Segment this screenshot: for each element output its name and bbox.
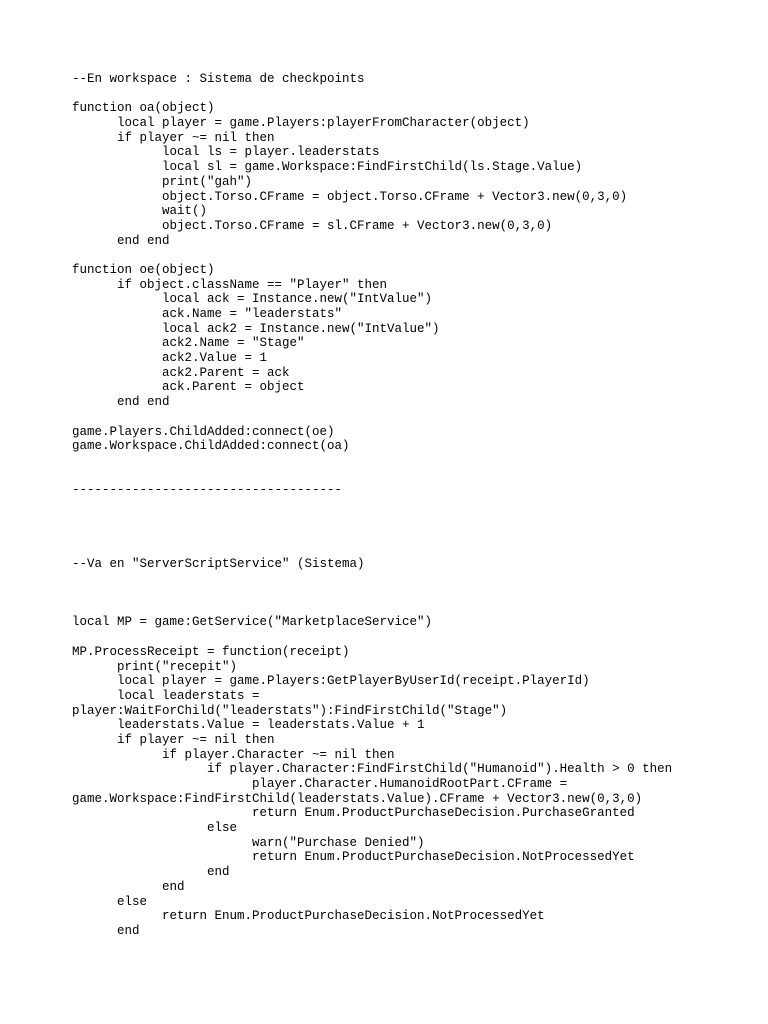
code-line: if player.Character ~= nil then: [72, 747, 395, 762]
code-line: end end: [72, 395, 170, 410]
code-line: print("recepit"): [72, 659, 238, 674]
code-line: wait(): [72, 204, 208, 219]
code-line: ack2.Name = "Stage": [72, 336, 305, 351]
code-line: [72, 498, 752, 513]
code-line: else: [72, 821, 238, 836]
code-line: player.Character.HumanoidRootPart.CFrame =: [72, 777, 568, 791]
code-line: local ack = Instance.new("IntValue"): [72, 292, 433, 307]
code-line: --En workspace : Sistema de checkpoints: [72, 72, 365, 86]
code-line: warn("Purchase Denied"): [72, 835, 425, 850]
code-line: return Enum.ProductPurchaseDecision.PurchaseGranted: [72, 806, 635, 821]
code-line: local player = game.Players:playerFromCharacter(object): [72, 116, 530, 131]
code-line: local ack2 = Instance.new("IntValue"): [72, 321, 440, 336]
code-line: if player.Character:FindFirstChild("Humanoid").Health > 0 then: [72, 762, 673, 777]
code-line: local sl = game.Workspace:FindFirstChild(ls.Stage.Value): [72, 160, 583, 175]
code-line: function oa(object): [72, 101, 215, 116]
code-line: return Enum.ProductPurchaseDecision.NotProcessedYet: [72, 909, 545, 924]
code-line: MP.ProcessReceipt = function(receipt): [72, 644, 350, 659]
code-line: end end: [72, 233, 170, 248]
code-line: ack2.Value = 1: [72, 351, 268, 366]
code-line: [72, 248, 752, 263]
code-line: [72, 513, 752, 528]
code-line: [72, 87, 752, 102]
code-line: ack.Name = "leaderstats": [72, 307, 343, 321]
code-line: local player = game.Players:GetPlayerByUserId(receipt.PlayerId): [72, 674, 590, 689]
code-line: game.Workspace:FindFirstChild(leaderstats.Value).CFrame + Vector3.new(0,3,0): [72, 791, 643, 806]
code-line: game.Players.ChildAdded:connect(oe): [72, 424, 335, 439]
code-line: [72, 527, 752, 542]
code-line: [72, 469, 752, 484]
code-line: ack.Parent = object: [72, 380, 305, 395]
code-line: if object.className == "Player" then: [72, 277, 388, 292]
code-line: game.Workspace.ChildAdded:connect(oa): [72, 439, 350, 454]
document-page: [72, 72, 752, 939]
code-line: local leaderstats =: [72, 688, 260, 703]
code-line: else: [72, 894, 148, 909]
code-line: if player ~= nil then: [72, 130, 275, 145]
code-line: print("gah"): [72, 174, 253, 189]
code-line: end: [72, 923, 140, 938]
code-line: [72, 454, 752, 469]
code-line: function oe(object): [72, 262, 215, 277]
code-line: local ls = player.leaderstats: [72, 145, 380, 160]
code-line: [72, 601, 752, 616]
code-line: end: [72, 879, 185, 894]
code-line: if player ~= nil then: [72, 732, 275, 747]
separator-line: ------------------------------------: [72, 483, 343, 498]
code-line: [72, 586, 752, 601]
code-line: [72, 542, 752, 557]
code-line: local MP = game:GetService("MarketplaceService"): [72, 615, 433, 630]
code-line: [72, 571, 752, 586]
code-line: return Enum.ProductPurchaseDecision.NotProcessedYet: [72, 850, 635, 865]
code-line: object.Torso.CFrame = sl.CFrame + Vector3.new(0,3,0): [72, 218, 553, 233]
code-line: --Va en "ServerScriptService" (Sistema): [72, 556, 365, 571]
code-line: end: [72, 865, 230, 880]
code-line: player:WaitForChild("leaderstats"):FindFirstChild("Stage"): [72, 703, 508, 718]
code-line: leaderstats.Value = leaderstats.Value + 1: [72, 718, 425, 733]
code-line: [72, 630, 752, 645]
code-line: object.Torso.CFrame = object.Torso.CFrame + Vector3.new(0,3,0): [72, 189, 628, 204]
code-line: [72, 410, 752, 425]
code-line: ack2.Parent = ack: [72, 365, 290, 380]
